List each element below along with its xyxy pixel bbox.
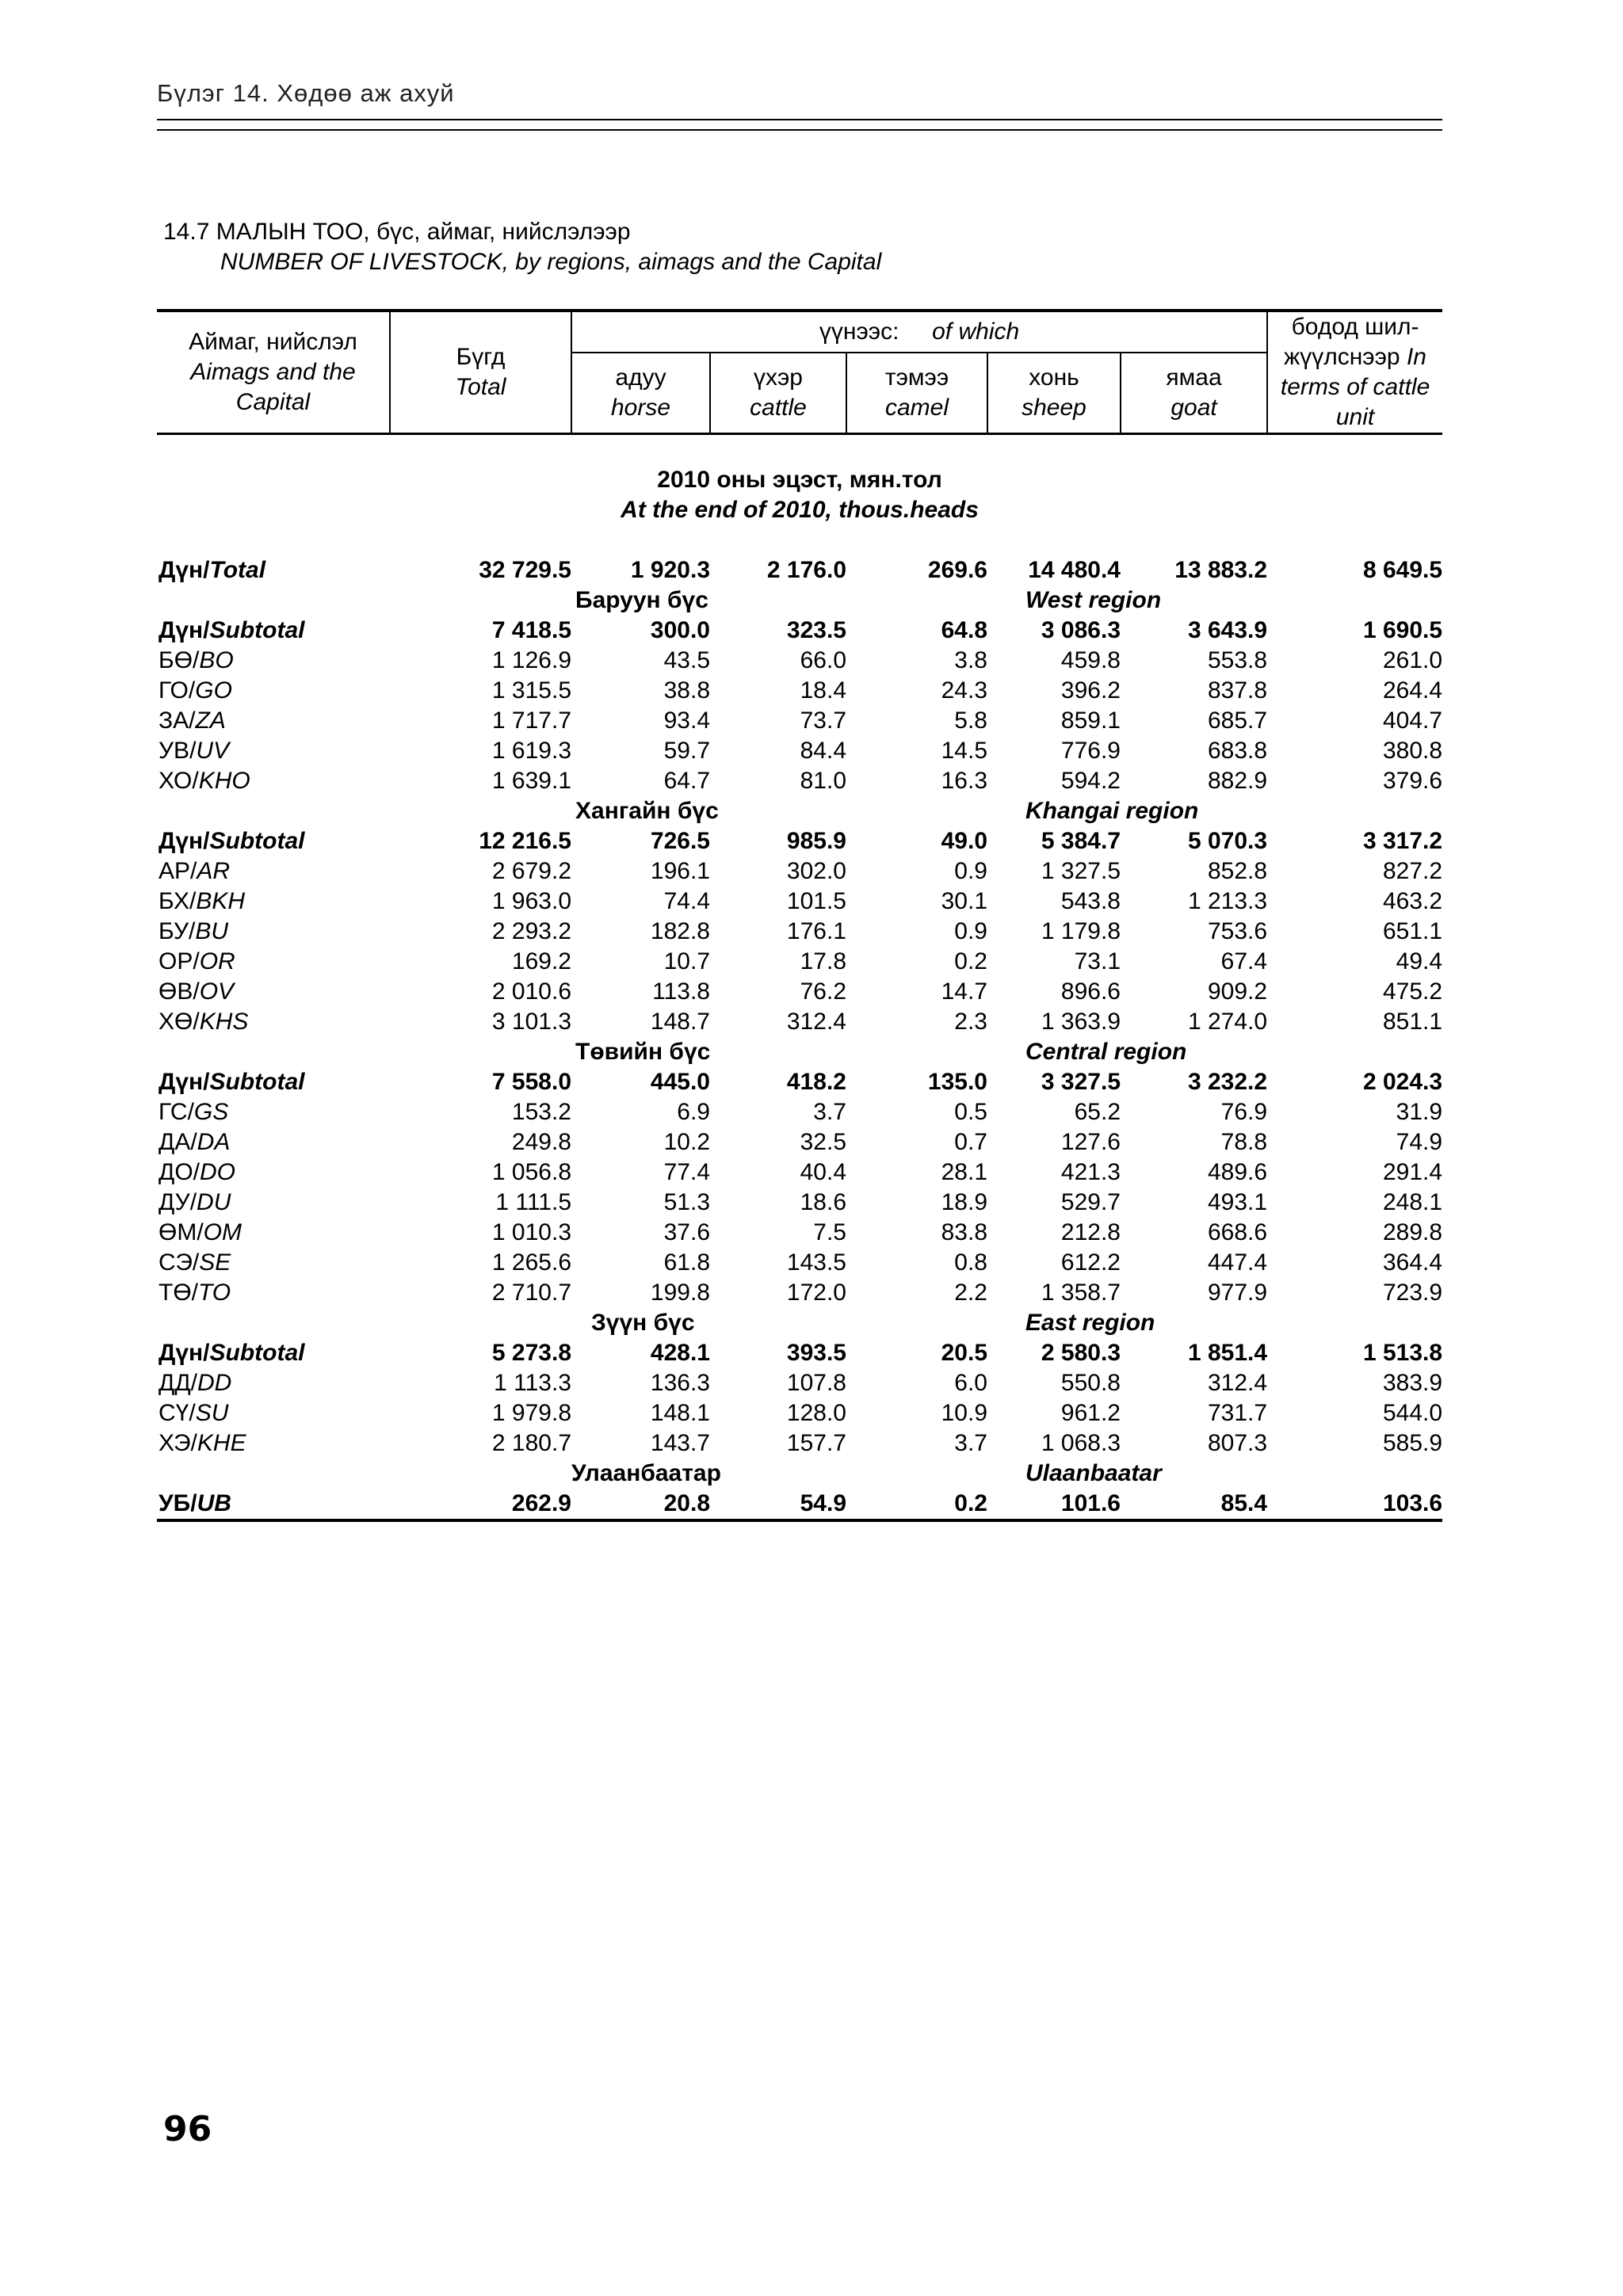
region-label-capital: Улаанбаатар Ulaanbaatar	[571, 1460, 1162, 1486]
table-row: ӨМ/OM 1 010.3 37.6 7.5 83.8 212.8 668.6 289.8	[158, 1219, 1443, 1245]
table-row: ДД/DD 1 113.3 136.3 107.8 6.0 550.8 312.4 383.9	[158, 1370, 1443, 1396]
header-rule-bottom	[157, 129, 1442, 131]
table-row: БХ/BKH 1 963.0 74.4 101.5 30.1 543.8 1 213.3 463.2	[158, 888, 1443, 914]
table-row: УВ/UV 1 619.3 59.7 84.4 14.5 776.9 683.8 380.8	[158, 738, 1443, 764]
table-row: СЭ/SE 1 265.6 61.8 143.5 0.8 612.2 447.4 364.4	[158, 1249, 1443, 1276]
table-row: ХӨ/KHS 3 101.3 148.7 312.4 2.3 1 363.9 1 274.0 851.1	[158, 1009, 1443, 1035]
col-camel: тэмээ camel	[846, 353, 987, 433]
page-number: 96	[163, 2109, 212, 2149]
table-body	[157, 434, 1442, 1521]
table-row: ХЭ/KHE 2 180.7 143.7 157.7 3.7 1 068.3 807.3 585.9	[158, 1430, 1443, 1456]
table-row: ДУ/DU 1 111.5 51.3 18.6 18.9 529.7 493.1 248.1	[158, 1189, 1443, 1215]
region-label-central: Төвийн бүс Central region	[575, 1039, 1187, 1065]
header-rule-top	[157, 119, 1442, 120]
period-label-mn: 2010 оны эцэст, мян.тол	[657, 467, 942, 493]
table-row: ХО/KHO 1 639.1 64.7 81.0 16.3 594.2 882.9 379.6	[158, 768, 1443, 794]
table-row: АР/AR 2 679.2 196.1 302.0 0.9 1 327.5 852.8 827.2	[158, 858, 1443, 884]
table-row: СҮ/SU 1 979.8 148.1 128.0 10.9 961.2 731.7 544.0	[158, 1400, 1443, 1426]
table-row: БУ/BU 2 293.2 182.8 176.1 0.9 1 179.8 753.6 651.1	[158, 918, 1443, 944]
region-label-east: Зүүн бүс East region	[591, 1310, 1155, 1336]
capital-row: УБ/UB 262.9 20.8 54.9 0.2 101.6 85.4 103.6	[157, 1489, 1442, 1520]
table-row: ТӨ/TO 2 710.7 199.8 172.0 2.2 1 358.7 977.9 723.9	[158, 1280, 1443, 1306]
table-title-mn: 14.7 МАЛЫН ТОО, бүс, аймаг, нийслэлээр	[163, 219, 631, 245]
col-cattle-unit: бодод шил-жүүлснээр In terms of cattle unit	[1267, 311, 1442, 434]
table-row: ДО/DO 1 056.8 77.4 40.4 28.1 421.3 489.6 291.4	[158, 1159, 1443, 1185]
region-label-west: Баруун бүс West region	[575, 587, 1162, 613]
table-row: ОР/OR 169.2 10.7 17.8 0.2 73.1 67.4 49.4	[158, 948, 1443, 974]
livestock-table	[157, 309, 1442, 1522]
table-row: ГС/GS 153.2 6.9 3.7 0.5 65.2 76.9 31.9	[158, 1099, 1443, 1125]
col-of-which: үүнээс: of which	[571, 311, 1267, 353]
col-goat: ямаа goat	[1121, 353, 1267, 433]
subtotal-row: Дүн/Subtotal 12 216.5 726.5 985.9 49.0 5 384.7 5 070.3 3 317.2	[158, 828, 1443, 854]
period-label-en: At the end of 2010, thous.heads	[621, 497, 979, 523]
chapter-header: Бүлэг 14. Хөдөө аж ахуй	[157, 79, 455, 107]
table-header	[157, 311, 1442, 434]
col-horse: адуу horse	[571, 353, 710, 433]
table-title	[163, 217, 881, 277]
col-cattle: үхэр cattle	[710, 353, 846, 433]
total-row: Дүн/Total 32 729.5 1 920.3 2 176.0 269.6 14 480.4 13 883.2 8 649.5	[158, 557, 1443, 583]
col-total: Бүгд Total	[390, 311, 571, 434]
table-row: ГО/GO 1 315.5 38.8 18.4 24.3 396.2 837.8 264.4	[158, 677, 1443, 704]
table-row: БӨ/BO 1 126.9 43.5 66.0 3.8 459.8 553.8 261.0	[158, 647, 1443, 673]
subtotal-row: Дүн/Subtotal 5 273.8 428.1 393.5 20.5 2 580.3 1 851.4 1 513.8	[158, 1340, 1443, 1366]
table-row: ЗА/ZA 1 717.7 93.4 73.7 5.8 859.1 685.7 404.7	[158, 707, 1443, 734]
subtotal-row: Дүн/Subtotal 7 418.5 300.0 323.5 64.8 3 086.3 3 643.9 1 690.5	[158, 617, 1443, 643]
subtotal-row: Дүн/Subtotal 7 558.0 445.0 418.2 135.0 3 327.5 3 232.2 2 024.3	[158, 1069, 1443, 1095]
table-title-en: NUMBER OF LIVESTOCK, by regions, aimags and the Capital	[220, 249, 882, 275]
col-sheep: хонь sheep	[987, 353, 1121, 433]
table-row: ӨВ/OV 2 010.6 113.8 76.2 14.7 896.6 909.2 475.2	[158, 978, 1443, 1005]
table-row: ДА/DA 249.8 10.2 32.5 0.7 127.6 78.8 74.9	[158, 1129, 1443, 1155]
col-aimag: Аймаг, нийслэл Aimags and the Capital	[157, 311, 390, 434]
region-label-khangai: Хангайн бүс Khangai region	[575, 798, 1199, 824]
